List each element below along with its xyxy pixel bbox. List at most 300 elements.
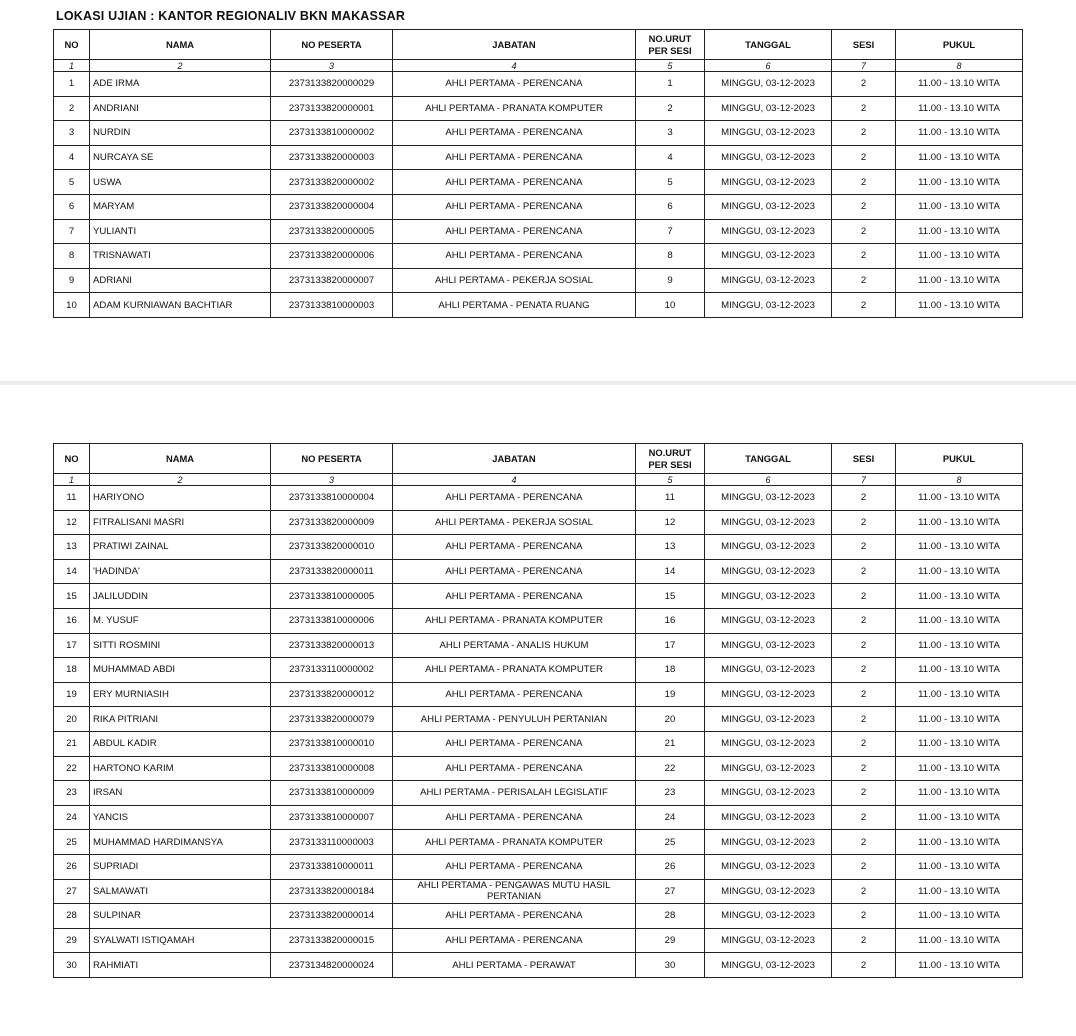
table-row	[54, 854, 1023, 879]
header-tanggal: TANGGAL	[705, 30, 832, 60]
cell-pukul: 11.00 - 13.10 WITA	[896, 121, 1023, 146]
document-title: LOKASI UJIAN : KANTOR REGIONALIV BKN MAKASSAR	[56, 9, 406, 23]
table-row	[54, 194, 1023, 219]
cell-tanggal: MINGGU, 03-12-2023	[705, 953, 832, 978]
cell-jabatan: AHLI PERTAMA - PERAWAT	[393, 953, 636, 978]
cell-no-urut: 2	[636, 96, 705, 121]
table-row	[54, 121, 1023, 146]
cell-no: 22	[54, 756, 90, 781]
cell-no-urut: 25	[636, 830, 705, 855]
cell-no-peserta: 2373133820000013	[271, 633, 393, 658]
cell-no: 2	[54, 96, 90, 121]
header-no-peserta: NO PESERTA	[271, 444, 393, 474]
cell-pukul: 11.00 - 13.10 WITA	[896, 584, 1023, 609]
cell-no-urut: 23	[636, 781, 705, 806]
table-row	[54, 486, 1023, 511]
column-number: 5	[636, 60, 705, 72]
cell-no-urut: 1	[636, 72, 705, 97]
cell-pukul: 11.00 - 13.10 WITA	[896, 96, 1023, 121]
cell-nama: ADE IRMA	[90, 72, 271, 97]
cell-tanggal: MINGGU, 03-12-2023	[705, 121, 832, 146]
cell-no-urut: 21	[636, 731, 705, 756]
cell-no-peserta: 2373133110000003	[271, 830, 393, 855]
cell-no-peserta: 2373133810000004	[271, 486, 393, 511]
cell-tanggal: MINGGU, 03-12-2023	[705, 145, 832, 170]
table-row	[54, 756, 1023, 781]
cell-sesi: 2	[832, 170, 896, 195]
table-row	[54, 145, 1023, 170]
cell-jabatan: AHLI PERTAMA - PERENCANA	[393, 121, 636, 146]
cell-tanggal: MINGGU, 03-12-2023	[705, 781, 832, 806]
header-no-urut-line1: NO.URUT	[648, 446, 692, 458]
cell-no-peserta: 2373133820000001	[271, 96, 393, 121]
cell-tanggal: MINGGU, 03-12-2023	[705, 72, 832, 97]
cell-sesi: 2	[832, 658, 896, 683]
cell-nama: HARTONO KARIM	[90, 756, 271, 781]
cell-sesi: 2	[832, 854, 896, 879]
cell-no: 17	[54, 633, 90, 658]
cell-sesi: 2	[832, 244, 896, 269]
cell-no-urut: 16	[636, 608, 705, 633]
cell-no-peserta: 2373133820000011	[271, 559, 393, 584]
cell-nama: SITTI ROSMINI	[90, 633, 271, 658]
cell-sesi: 2	[832, 830, 896, 855]
header-no-urut-line1: NO.URUT	[648, 32, 692, 44]
cell-sesi: 2	[832, 96, 896, 121]
table-row	[54, 510, 1023, 535]
cell-tanggal: MINGGU, 03-12-2023	[705, 682, 832, 707]
cell-no-urut: 27	[636, 879, 705, 904]
cell-no-peserta: 2373133810000007	[271, 805, 393, 830]
cell-no-peserta: 2373133820000184	[271, 879, 393, 904]
cell-no: 28	[54, 904, 90, 929]
column-number-row	[54, 60, 1023, 72]
table-row	[54, 268, 1023, 293]
cell-sesi: 2	[832, 904, 896, 929]
header-jabatan: JABATAN	[393, 30, 636, 60]
column-number: 2	[90, 474, 271, 486]
cell-tanggal: MINGGU, 03-12-2023	[705, 731, 832, 756]
cell-tanggal: MINGGU, 03-12-2023	[705, 805, 832, 830]
header-no-urut	[636, 30, 705, 60]
table-row	[54, 535, 1023, 560]
cell-tanggal: MINGGU, 03-12-2023	[705, 293, 832, 318]
column-number: 3	[271, 60, 393, 72]
column-number: 6	[705, 474, 832, 486]
cell-sesi: 2	[832, 219, 896, 244]
table-row	[54, 96, 1023, 121]
cell-no-urut: 22	[636, 756, 705, 781]
cell-no: 21	[54, 731, 90, 756]
cell-no: 30	[54, 953, 90, 978]
cell-jabatan: AHLI PERTAMA - PERENCANA	[393, 244, 636, 269]
cell-jabatan: AHLI PERTAMA - PERENCANA	[393, 486, 636, 511]
cell-tanggal: MINGGU, 03-12-2023	[705, 658, 832, 683]
cell-tanggal: MINGGU, 03-12-2023	[705, 584, 832, 609]
cell-no: 5	[54, 170, 90, 195]
cell-nama: SUPRIADI	[90, 854, 271, 879]
column-number: 7	[832, 474, 896, 486]
cell-sesi: 2	[832, 121, 896, 146]
column-number: 2	[90, 60, 271, 72]
cell-nama: RAHMIATI	[90, 953, 271, 978]
cell-no-urut: 28	[636, 904, 705, 929]
cell-no: 29	[54, 928, 90, 953]
cell-no-urut: 18	[636, 658, 705, 683]
cell-pukul: 11.00 - 13.10 WITA	[896, 535, 1023, 560]
cell-nama: NURDIN	[90, 121, 271, 146]
column-number-row	[54, 474, 1023, 486]
cell-sesi: 2	[832, 953, 896, 978]
cell-no-urut: 13	[636, 535, 705, 560]
cell-no-peserta: 2373133820000014	[271, 904, 393, 929]
cell-pukul: 11.00 - 13.10 WITA	[896, 170, 1023, 195]
header-no-urut-line2: PER SESI	[648, 458, 692, 470]
cell-nama: ADAM KURNIAWAN BACHTIAR	[90, 293, 271, 318]
cell-sesi: 2	[832, 731, 896, 756]
cell-jabatan: AHLI PERTAMA - PEKERJA SOSIAL	[393, 510, 636, 535]
cell-no: 25	[54, 830, 90, 855]
cell-pukul: 11.00 - 13.10 WITA	[896, 781, 1023, 806]
cell-no-peserta: 2373133810000002	[271, 121, 393, 146]
cell-pukul: 11.00 - 13.10 WITA	[896, 731, 1023, 756]
cell-nama: HARIYONO	[90, 486, 271, 511]
cell-no: 19	[54, 682, 90, 707]
cell-sesi: 2	[832, 194, 896, 219]
cell-nama: SALMAWATI	[90, 879, 271, 904]
cell-no-urut: 3	[636, 121, 705, 146]
cell-jabatan: AHLI PERTAMA - PERENCANA	[393, 904, 636, 929]
cell-pukul: 11.00 - 13.10 WITA	[896, 486, 1023, 511]
cell-sesi: 2	[832, 756, 896, 781]
cell-nama: ERY MURNIASIH	[90, 682, 271, 707]
cell-sesi: 2	[832, 928, 896, 953]
cell-tanggal: MINGGU, 03-12-2023	[705, 830, 832, 855]
cell-no: 9	[54, 268, 90, 293]
cell-no: 24	[54, 805, 90, 830]
cell-pukul: 11.00 - 13.10 WITA	[896, 608, 1023, 633]
column-number: 5	[636, 474, 705, 486]
header-no: NO	[54, 30, 90, 60]
cell-nama: MARYAM	[90, 194, 271, 219]
cell-no-urut: 5	[636, 170, 705, 195]
cell-no-peserta: 2373133820000010	[271, 535, 393, 560]
cell-jabatan: AHLI PERTAMA - PENGAWAS MUTU HASIL PERTANIAN	[393, 879, 636, 904]
table-row	[54, 731, 1023, 756]
cell-pukul: 11.00 - 13.10 WITA	[896, 756, 1023, 781]
cell-jabatan: AHLI PERTAMA - PERENCANA	[393, 559, 636, 584]
cell-jabatan: AHLI PERTAMA - PERENCANA	[393, 854, 636, 879]
column-number: 7	[832, 60, 896, 72]
cell-no-peserta: 2373133810000009	[271, 781, 393, 806]
column-number: 6	[705, 60, 832, 72]
cell-tanggal: MINGGU, 03-12-2023	[705, 96, 832, 121]
cell-sesi: 2	[832, 293, 896, 318]
cell-no-peserta: 2373133820000012	[271, 682, 393, 707]
cell-jabatan: AHLI PERTAMA - PENYULUH PERTANIAN	[393, 707, 636, 732]
cell-nama: MUHAMMAD HARDIMANSYA	[90, 830, 271, 855]
cell-nama: PRATIWI ZAINAL	[90, 535, 271, 560]
cell-nama: NURCAYA SE	[90, 145, 271, 170]
cell-pukul: 11.00 - 13.10 WITA	[896, 244, 1023, 269]
cell-no-urut: 19	[636, 682, 705, 707]
cell-tanggal: MINGGU, 03-12-2023	[705, 608, 832, 633]
cell-pukul: 11.00 - 13.10 WITA	[896, 194, 1023, 219]
cell-jabatan: AHLI PERTAMA - PRANATA KOMPUTER	[393, 96, 636, 121]
cell-tanggal: MINGGU, 03-12-2023	[705, 194, 832, 219]
table-row	[54, 559, 1023, 584]
cell-sesi: 2	[832, 145, 896, 170]
table-row	[54, 293, 1023, 318]
column-number: 1	[54, 474, 90, 486]
cell-pukul: 11.00 - 13.10 WITA	[896, 658, 1023, 683]
cell-pukul: 11.00 - 13.10 WITA	[896, 904, 1023, 929]
cell-nama: ADRIANI	[90, 268, 271, 293]
cell-tanggal: MINGGU, 03-12-2023	[705, 879, 832, 904]
cell-nama: YANCIS	[90, 805, 271, 830]
cell-pukul: 11.00 - 13.10 WITA	[896, 633, 1023, 658]
column-number: 1	[54, 60, 90, 72]
cell-sesi: 2	[832, 510, 896, 535]
cell-no-peserta: 2373133110000002	[271, 658, 393, 683]
cell-no: 23	[54, 781, 90, 806]
cell-tanggal: MINGGU, 03-12-2023	[705, 928, 832, 953]
cell-sesi: 2	[832, 707, 896, 732]
cell-nama: ANDRIANI	[90, 96, 271, 121]
cell-jabatan: AHLI PERTAMA - PERISALAH LEGISLATIF	[393, 781, 636, 806]
cell-jabatan: AHLI PERTAMA - PERENCANA	[393, 731, 636, 756]
cell-no: 26	[54, 854, 90, 879]
cell-tanggal: MINGGU, 03-12-2023	[705, 244, 832, 269]
table-row	[54, 805, 1023, 830]
cell-pukul: 11.00 - 13.10 WITA	[896, 559, 1023, 584]
cell-sesi: 2	[832, 781, 896, 806]
cell-no-peserta: 2373133810000006	[271, 608, 393, 633]
cell-no-peserta: 2373133820000029	[271, 72, 393, 97]
cell-sesi: 2	[832, 72, 896, 97]
cell-tanggal: MINGGU, 03-12-2023	[705, 535, 832, 560]
cell-tanggal: MINGGU, 03-12-2023	[705, 219, 832, 244]
column-number: 8	[896, 474, 1023, 486]
cell-no: 15	[54, 584, 90, 609]
cell-nama: 'HADINDA'	[90, 559, 271, 584]
cell-nama: MUHAMMAD ABDI	[90, 658, 271, 683]
cell-pukul: 11.00 - 13.10 WITA	[896, 928, 1023, 953]
table-row	[54, 219, 1023, 244]
cell-tanggal: MINGGU, 03-12-2023	[705, 559, 832, 584]
cell-sesi: 2	[832, 805, 896, 830]
cell-no-peserta: 2373133820000002	[271, 170, 393, 195]
header-nama: NAMA	[90, 444, 271, 474]
cell-no-urut: 14	[636, 559, 705, 584]
cell-nama: SULPINAR	[90, 904, 271, 929]
cell-tanggal: MINGGU, 03-12-2023	[705, 268, 832, 293]
cell-jabatan: AHLI PERTAMA - PERENCANA	[393, 194, 636, 219]
cell-sesi: 2	[832, 268, 896, 293]
header-jabatan: JABATAN	[393, 444, 636, 474]
table-row	[54, 904, 1023, 929]
header-nama: NAMA	[90, 30, 271, 60]
cell-no-peserta: 2373133810000010	[271, 731, 393, 756]
cell-nama: IRSAN	[90, 781, 271, 806]
table-row	[54, 928, 1023, 953]
cell-pukul: 11.00 - 13.10 WITA	[896, 805, 1023, 830]
cell-no: 3	[54, 121, 90, 146]
header-no-urut	[636, 444, 705, 474]
header-no-peserta: NO PESERTA	[271, 30, 393, 60]
cell-no-peserta: 2373133820000005	[271, 219, 393, 244]
cell-no: 4	[54, 145, 90, 170]
cell-jabatan: AHLI PERTAMA - ANALIS HUKUM	[393, 633, 636, 658]
cell-no-urut: 6	[636, 194, 705, 219]
cell-no-urut: 9	[636, 268, 705, 293]
cell-no: 27	[54, 879, 90, 904]
cell-no-urut: 8	[636, 244, 705, 269]
table-row	[54, 682, 1023, 707]
cell-tanggal: MINGGU, 03-12-2023	[705, 707, 832, 732]
participant-table-1	[53, 29, 1023, 318]
cell-sesi: 2	[832, 608, 896, 633]
cell-jabatan: AHLI PERTAMA - PRANATA KOMPUTER	[393, 830, 636, 855]
table-row	[54, 781, 1023, 806]
cell-sesi: 2	[832, 584, 896, 609]
cell-pukul: 11.00 - 13.10 WITA	[896, 268, 1023, 293]
cell-no-urut: 7	[636, 219, 705, 244]
cell-no-urut: 30	[636, 953, 705, 978]
cell-sesi: 2	[832, 682, 896, 707]
cell-pukul: 11.00 - 13.10 WITA	[896, 830, 1023, 855]
cell-no-peserta: 2373133820000079	[271, 707, 393, 732]
cell-jabatan: AHLI PERTAMA - PEKERJA SOSIAL	[393, 268, 636, 293]
cell-no-urut: 10	[636, 293, 705, 318]
table-row	[54, 879, 1023, 904]
cell-no: 7	[54, 219, 90, 244]
cell-pukul: 11.00 - 13.10 WITA	[896, 854, 1023, 879]
cell-no-peserta: 2373134820000024	[271, 953, 393, 978]
cell-no-urut: 29	[636, 928, 705, 953]
cell-no-peserta: 2373133820000006	[271, 244, 393, 269]
table-row	[54, 72, 1023, 97]
cell-no: 11	[54, 486, 90, 511]
cell-no-urut: 20	[636, 707, 705, 732]
cell-jabatan: AHLI PERTAMA - PERENCANA	[393, 928, 636, 953]
cell-sesi: 2	[832, 535, 896, 560]
cell-no-peserta: 2373133810000003	[271, 293, 393, 318]
page-separator	[0, 381, 1076, 385]
cell-no-peserta: 2373133820000015	[271, 928, 393, 953]
cell-nama: SYALWATI ISTIQAMAH	[90, 928, 271, 953]
cell-no: 14	[54, 559, 90, 584]
table-row	[54, 584, 1023, 609]
cell-jabatan: AHLI PERTAMA - PERENCANA	[393, 219, 636, 244]
header-sesi: SESI	[832, 30, 896, 60]
cell-no-peserta: 2373133810000005	[271, 584, 393, 609]
cell-tanggal: MINGGU, 03-12-2023	[705, 854, 832, 879]
cell-no-peserta: 2373133820000004	[271, 194, 393, 219]
cell-jabatan: AHLI PERTAMA - PRANATA KOMPUTER	[393, 658, 636, 683]
cell-sesi: 2	[832, 559, 896, 584]
cell-nama: TRISNAWATI	[90, 244, 271, 269]
cell-no-urut: 12	[636, 510, 705, 535]
cell-pukul: 11.00 - 13.10 WITA	[896, 72, 1023, 97]
cell-no: 16	[54, 608, 90, 633]
cell-no-urut: 17	[636, 633, 705, 658]
cell-no-peserta: 2373133820000007	[271, 268, 393, 293]
participant-table-2	[53, 443, 1023, 978]
header-pukul: PUKUL	[896, 444, 1023, 474]
column-number: 8	[896, 60, 1023, 72]
column-number: 4	[393, 474, 636, 486]
cell-pukul: 11.00 - 13.10 WITA	[896, 682, 1023, 707]
cell-jabatan: AHLI PERTAMA - PENATA RUANG	[393, 293, 636, 318]
cell-jabatan: AHLI PERTAMA - PERENCANA	[393, 584, 636, 609]
cell-nama: YULIANTI	[90, 219, 271, 244]
cell-no-urut: 4	[636, 145, 705, 170]
cell-no: 20	[54, 707, 90, 732]
cell-tanggal: MINGGU, 03-12-2023	[705, 904, 832, 929]
cell-no: 8	[54, 244, 90, 269]
cell-jabatan: AHLI PERTAMA - PERENCANA	[393, 145, 636, 170]
cell-pukul: 11.00 - 13.10 WITA	[896, 879, 1023, 904]
cell-jabatan: AHLI PERTAMA - PERENCANA	[393, 170, 636, 195]
cell-pukul: 11.00 - 13.10 WITA	[896, 219, 1023, 244]
cell-nama: FITRALISANI MASRI	[90, 510, 271, 535]
table-row	[54, 953, 1023, 978]
cell-jabatan: AHLI PERTAMA - PERENCANA	[393, 72, 636, 97]
cell-pukul: 11.00 - 13.10 WITA	[896, 510, 1023, 535]
header-tanggal: TANGGAL	[705, 444, 832, 474]
cell-no-urut: 24	[636, 805, 705, 830]
cell-no-urut: 11	[636, 486, 705, 511]
cell-nama: USWA	[90, 170, 271, 195]
cell-jabatan: AHLI PERTAMA - PERENCANA	[393, 805, 636, 830]
cell-pukul: 11.00 - 13.10 WITA	[896, 145, 1023, 170]
cell-jabatan: AHLI PERTAMA - PRANATA KOMPUTER	[393, 608, 636, 633]
cell-no-urut: 26	[636, 854, 705, 879]
cell-no-peserta: 2373133820000003	[271, 145, 393, 170]
cell-nama: JALILUDDIN	[90, 584, 271, 609]
table-row	[54, 608, 1023, 633]
cell-tanggal: MINGGU, 03-12-2023	[705, 756, 832, 781]
cell-pukul: 11.00 - 13.10 WITA	[896, 707, 1023, 732]
cell-pukul: 11.00 - 13.10 WITA	[896, 293, 1023, 318]
table-row	[54, 170, 1023, 195]
cell-no-peserta: 2373133810000008	[271, 756, 393, 781]
header-pukul: PUKUL	[896, 30, 1023, 60]
table-row	[54, 830, 1023, 855]
cell-jabatan: AHLI PERTAMA - PERENCANA	[393, 756, 636, 781]
cell-no-urut: 15	[636, 584, 705, 609]
cell-nama: ABDUL KADIR	[90, 731, 271, 756]
cell-no-peserta: 2373133810000011	[271, 854, 393, 879]
cell-no-peserta: 2373133820000009	[271, 510, 393, 535]
header-no-urut-line2: PER SESI	[648, 44, 692, 56]
cell-jabatan: AHLI PERTAMA - PERENCANA	[393, 535, 636, 560]
table-row	[54, 633, 1023, 658]
cell-sesi: 2	[832, 633, 896, 658]
cell-tanggal: MINGGU, 03-12-2023	[705, 633, 832, 658]
cell-sesi: 2	[832, 486, 896, 511]
cell-no: 18	[54, 658, 90, 683]
cell-no: 10	[54, 293, 90, 318]
header-no: NO	[54, 444, 90, 474]
cell-nama: RIKA PITRIANI	[90, 707, 271, 732]
header-row	[54, 30, 1023, 60]
cell-jabatan: AHLI PERTAMA - PERENCANA	[393, 682, 636, 707]
column-number: 4	[393, 60, 636, 72]
cell-no: 12	[54, 510, 90, 535]
cell-tanggal: MINGGU, 03-12-2023	[705, 170, 832, 195]
